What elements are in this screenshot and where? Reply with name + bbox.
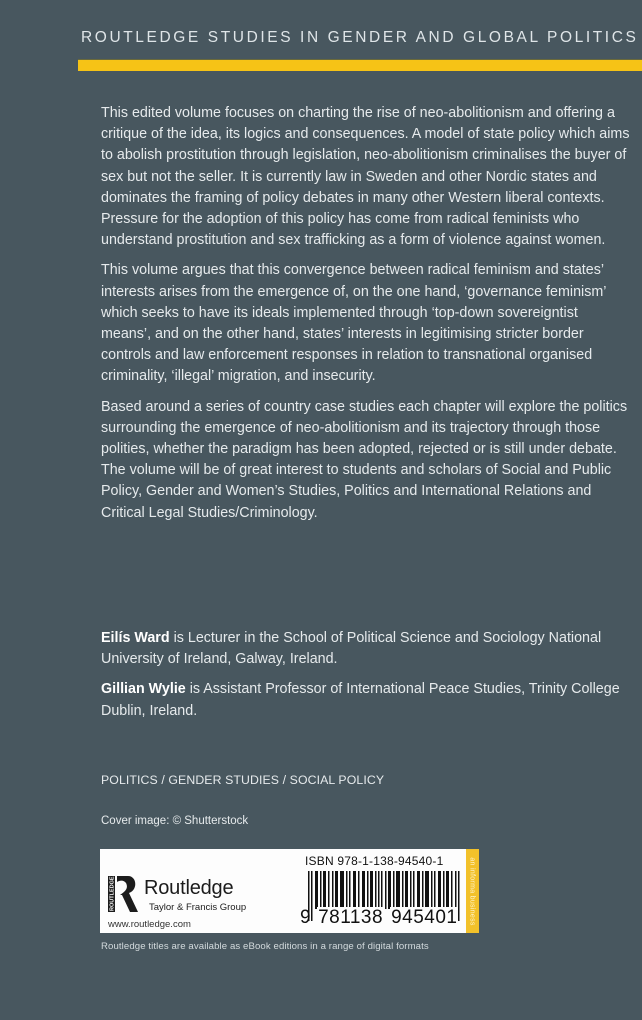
publisher-group: Taylor & Francis Group: [149, 902, 247, 913]
publisher-barcode-panel: [100, 849, 466, 933]
editor-bios: [101, 628, 631, 731]
svg-text:ROUTLEDGE: ROUTLEDGE: [109, 876, 116, 911]
series-title: ROUTLEDGE STUDIES IN GENDER AND GLOBAL POLITICS: [81, 29, 639, 46]
barcode-digits: [300, 907, 458, 929]
accent-bar: [78, 59, 642, 71]
informa-business-strip: [466, 849, 479, 933]
informa-label: an informa business: [469, 856, 477, 926]
editor-name: Eilís Ward: [101, 630, 170, 646]
editor-bio: [101, 679, 631, 721]
blurb-paragraph: This volume argues that this convergence between radical feminism and states’ interests arises from the emergence of, on the one hand, ‘governance feminism’ which seeks to have its ideals implemented through ‘top-down sovereigntist means’, and on the other hand, states’ interests in legitimising stricter border controls and law enforcement responses in relation to transnational organised criminality, ‘illegal’ migration, and insecurity.: [101, 262, 606, 385]
subject-categories: POLITICS / GENDER STUDIES / SOCIAL POLICY: [101, 773, 385, 787]
ebook-availability-note: Routledge titles are available as eBook editions in a range of digital formats: [101, 941, 429, 952]
blurb-paragraph: This edited volume focuses on charting the rise of neo-abolitionism and offering a critique of the idea, its logics and consequences. A model of state policy which aims to abolish prostitution through legislation, neo-abolitionism criminalises the buyer of sex but not the seller. It is currently law in Sweden and other Nordic states and dominates the framing of policy debates in many other Western liberal contexts. Pressure for the adoption of this policy has come from radical feminists who understand prostitution and sex trafficking as a form of violence against women.: [101, 105, 630, 249]
isbn-label: ISBN 978-1-138-94540-1: [305, 854, 444, 868]
barcode-digit-group: 945401: [391, 907, 458, 928]
editor-bio: [101, 628, 631, 670]
cover-image-credit: Cover image: © Shutterstock: [101, 815, 249, 827]
barcode-digit-first: 9: [300, 907, 312, 928]
editor-bio-text: is Lecturer in the School of Political Science and Sociology National University of Ireland, Galway, Ireland.: [101, 630, 602, 668]
editor-bio-text: is Assistant Professor of International Peace Studies, Trinity College Dublin, Ireland.: [101, 681, 620, 719]
publisher-name: Routledge: [144, 877, 234, 899]
barcode-digit-group: 781138: [318, 907, 384, 928]
publisher-url[interactable]: www.routledge.com: [108, 919, 191, 930]
editor-name: Gillian Wylie: [101, 681, 186, 698]
back-cover-blurb: [101, 103, 631, 533]
routledge-logo-icon: [108, 874, 140, 914]
blurb-paragraph: Based around a series of country case studies each chapter will explore the politics surrounding the emergence of neo-abolitionism and its trajectory through those polities, whether the paradigm has been adopted, rejected or is still under debate. The volume will be of great interest to students and scholars of Social and Public Policy, Gender and Women’s Studies, Politics and International Relations and Critical Legal Studies/Criminology.: [101, 398, 628, 521]
